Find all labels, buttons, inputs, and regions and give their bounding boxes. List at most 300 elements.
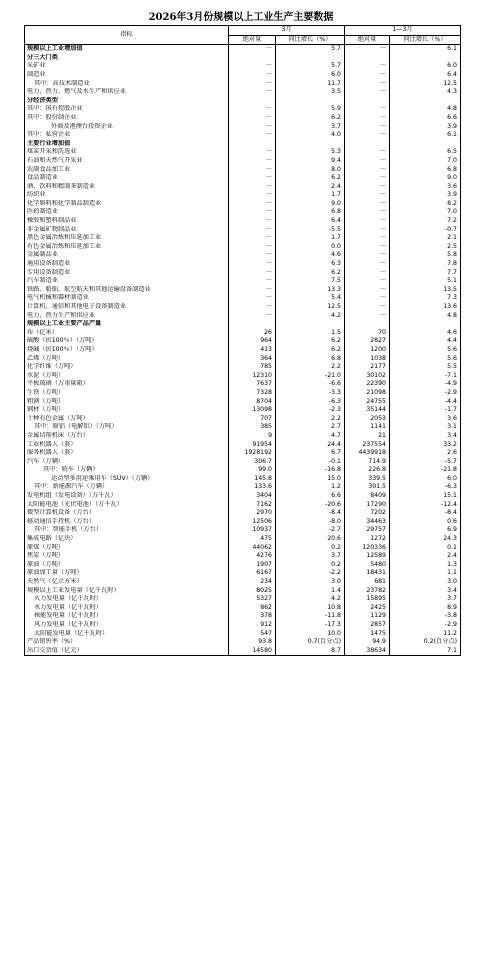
table-row xyxy=(25,552,461,561)
month-abs-cell: 10937 xyxy=(229,526,276,535)
row-indicator-cell: 焦炭（万吨） xyxy=(25,552,229,561)
month-abs-cell: 306.7 xyxy=(229,458,276,467)
month-abs-cell: 475 xyxy=(229,535,276,544)
quarter-yoy-cell: 5.6 xyxy=(390,346,461,355)
quarter-abs-cell: ··· xyxy=(345,269,390,278)
table-row xyxy=(25,501,461,510)
month-yoy-cell: 9.0 xyxy=(276,200,345,209)
month-abs-cell: 413 xyxy=(229,346,276,355)
month-abs-cell: ··· xyxy=(229,286,276,295)
quarter-yoy-cell: 0.2(百分点) xyxy=(390,638,461,647)
quarter-header: 1—3月 xyxy=(345,26,461,36)
month-abs-cell: 547 xyxy=(229,630,276,639)
quarter-abs-cell: 2053 xyxy=(345,415,390,424)
quarter-abs-cell: ··· xyxy=(345,191,390,200)
quarter-yoy-cell: 4.4 xyxy=(390,337,461,346)
month-abs-cell: ··· xyxy=(229,174,276,183)
quarter-abs-cell: 2827 xyxy=(345,337,390,346)
month-abs-cell xyxy=(229,97,276,106)
month-yoy-cell: 6.0 xyxy=(276,71,345,80)
row-indicator-cell: 汽车制造业 xyxy=(25,277,229,286)
quarter-abs-cell: ··· xyxy=(345,183,390,192)
month-abs-cell: 2970 xyxy=(229,509,276,518)
table-row xyxy=(25,88,461,97)
table-row xyxy=(25,561,461,570)
month-yoy-cell: 4.2 xyxy=(276,595,345,604)
month-abs-cell: ··· xyxy=(229,191,276,200)
month-yoy-cell: 6.6 xyxy=(276,492,345,501)
table-row xyxy=(25,432,461,441)
quarter-yoy-cell: 6.9 xyxy=(390,526,461,535)
quarter-abs-cell: 8409 xyxy=(345,492,390,501)
quarter-yoy-cell: 6.4 xyxy=(390,71,461,80)
table-row xyxy=(25,114,461,123)
quarter-yoy-cell: 7.2 xyxy=(390,217,461,226)
month-yoy-cell: -5.5 xyxy=(276,226,345,235)
quarter-yoy-cell: 33.2 xyxy=(390,441,461,450)
table-row xyxy=(25,621,461,630)
month-abs-cell: ··· xyxy=(229,260,276,269)
table-row xyxy=(25,234,461,243)
table-row xyxy=(25,406,461,415)
row-indicator-cell: 其中：新能源汽车（万辆） xyxy=(25,483,229,492)
quarter-yoy-cell: 1.3 xyxy=(390,561,461,570)
quarter-abs-cell: 22390 xyxy=(345,380,390,389)
month-yoy-cell: -2.3 xyxy=(276,406,345,415)
table-row xyxy=(25,475,461,484)
month-abs-cell xyxy=(229,54,276,63)
month-abs-cell: ··· xyxy=(229,62,276,71)
table-row xyxy=(25,389,461,398)
quarter-abs-cell: 5480 xyxy=(345,561,390,570)
row-indicator-cell: 分经济类型 xyxy=(25,97,229,106)
month-yoy-cell: 13.3 xyxy=(276,286,345,295)
quarter-abs-cell: ··· xyxy=(345,303,390,312)
quarter-abs-cell xyxy=(345,320,390,329)
row-indicator-cell: 黑色金属冶炼和压延加工业 xyxy=(25,234,229,243)
month-abs-cell: ··· xyxy=(229,217,276,226)
quarter-yoy-cell: 12.5 xyxy=(390,80,461,89)
quarter-abs-cell: 1038 xyxy=(345,355,390,364)
row-indicator-cell: 煤炭开采和洗选业 xyxy=(25,148,229,157)
table-body xyxy=(25,45,461,656)
table-row xyxy=(25,294,461,303)
month-yoy-cell: 0.2 xyxy=(276,561,345,570)
quarter-yoy-cell: 6.5 xyxy=(390,148,461,157)
table-row xyxy=(25,45,461,54)
quarter-abs-cell: 12589 xyxy=(345,552,390,561)
month-abs-cell: 13098 xyxy=(229,406,276,415)
quarter-yoy-cell: -8.4 xyxy=(390,509,461,518)
quarter-abs-cell: 34463 xyxy=(345,518,390,527)
month-abs-cell: 7162 xyxy=(229,501,276,510)
row-indicator-cell: 医药制造业 xyxy=(25,208,229,217)
row-indicator-cell: 其中：私营企业 xyxy=(25,131,229,140)
row-indicator-cell: 外商及港澳台投资企业 xyxy=(25,123,229,132)
month-abs-cell: 234 xyxy=(229,578,276,587)
month-abs-cell: ··· xyxy=(229,183,276,192)
month-yoy-cell xyxy=(276,140,345,149)
month-yoy-cell xyxy=(276,320,345,329)
quarter-yoy-cell: 3.9 xyxy=(390,123,461,132)
month-abs-header: 绝对量 xyxy=(229,35,276,45)
month-yoy-cell: 6.2 xyxy=(276,346,345,355)
month-abs-cell: 145.8 xyxy=(229,475,276,484)
month-abs-cell: 364 xyxy=(229,355,276,364)
month-abs-cell xyxy=(229,320,276,329)
month-abs-cell: 707 xyxy=(229,415,276,424)
table-row xyxy=(25,148,461,157)
month-abs-cell: ··· xyxy=(229,234,276,243)
month-yoy-cell: 1.5 xyxy=(276,329,345,338)
row-indicator-cell: 非金属矿物制品业 xyxy=(25,226,229,235)
quarter-abs-cell: 7202 xyxy=(345,509,390,518)
table-row xyxy=(25,647,461,656)
month-abs-cell: 9 xyxy=(229,432,276,441)
month-abs-cell: ··· xyxy=(229,157,276,166)
month-yoy-cell: 0.7(百分点) xyxy=(276,638,345,647)
month-abs-cell: 91954 xyxy=(229,441,276,450)
quarter-yoy-cell: -5.7 xyxy=(390,458,461,467)
quarter-yoy-cell: -2.9 xyxy=(390,389,461,398)
month-yoy-cell: -17.3 xyxy=(276,621,345,630)
table-row xyxy=(25,526,461,535)
table-row xyxy=(25,208,461,217)
month-abs-cell: ··· xyxy=(229,226,276,235)
quarter-abs-cell: ··· xyxy=(345,260,390,269)
quarter-yoy-cell: 6.0 xyxy=(390,62,461,71)
table-row xyxy=(25,518,461,527)
quarter-abs-cell: 94.9 xyxy=(345,638,390,647)
quarter-yoy-cell: 3.1 xyxy=(390,423,461,432)
row-indicator-cell: 运动型多用途乘用车（SUV）（万辆） xyxy=(25,475,229,484)
quarter-yoy-cell: 6.1 xyxy=(390,45,461,54)
month-abs-cell: 785 xyxy=(229,363,276,372)
row-indicator-cell: 乙烯（万吨） xyxy=(25,355,229,364)
row-indicator-cell: 微型计算机设备（万台） xyxy=(25,509,229,518)
row-indicator-cell: 化学原料和化学制品制造业 xyxy=(25,200,229,209)
indicator-header: 指标 xyxy=(25,26,229,45)
month-yoy-cell: 6.8 xyxy=(276,208,345,217)
row-indicator-cell: 水泥（万吨） xyxy=(25,372,229,381)
row-indicator-cell: 化学纤维（万吨） xyxy=(25,363,229,372)
month-abs-cell: ··· xyxy=(229,208,276,217)
month-abs-cell: 93.8 xyxy=(229,638,276,647)
row-indicator-cell: 电力、热力生产和供应业 xyxy=(25,312,229,321)
table-row xyxy=(25,337,461,346)
table-row xyxy=(25,140,461,149)
month-abs-cell: 133.6 xyxy=(229,483,276,492)
table-row xyxy=(25,123,461,132)
month-yoy-cell: 9.4 xyxy=(276,157,345,166)
table-row xyxy=(25,380,461,389)
quarter-abs-cell: 30102 xyxy=(345,372,390,381)
table-row xyxy=(25,166,461,175)
quarter-abs-cell: 2177 xyxy=(345,363,390,372)
month-yoy-cell: 4.2 xyxy=(276,312,345,321)
quarter-abs-cell: 2425 xyxy=(345,604,390,613)
quarter-yoy-cell: 1.1 xyxy=(390,569,461,578)
row-indicator-cell: 布（亿米） xyxy=(25,329,229,338)
quarter-abs-cell: 714.9 xyxy=(345,458,390,467)
table-row xyxy=(25,587,461,596)
quarter-yoy-cell: 24.3 xyxy=(390,535,461,544)
quarter-yoy-cell: 3.4 xyxy=(390,587,461,596)
table-row xyxy=(25,544,461,553)
month-header: 3月 xyxy=(229,26,345,36)
month-abs-cell: 7328 xyxy=(229,389,276,398)
month-yoy-cell: 0.2 xyxy=(276,544,345,553)
quarter-abs-cell xyxy=(345,54,390,63)
quarter-yoy-cell: -21.8 xyxy=(390,466,461,475)
quarter-abs-cell: ··· xyxy=(345,312,390,321)
quarter-abs-cell: 29757 xyxy=(345,526,390,535)
row-indicator-cell: 十种有色金属（万吨） xyxy=(25,415,229,424)
row-indicator-cell: 专用设备制造业 xyxy=(25,269,229,278)
quarter-yoy-cell xyxy=(390,140,461,149)
month-abs-cell: 12506 xyxy=(229,518,276,527)
month-yoy-cell: 5.7 xyxy=(276,45,345,54)
month-yoy-cell: -8.0 xyxy=(276,518,345,527)
month-abs-cell: 8704 xyxy=(229,398,276,407)
quarter-abs-cell: 1129 xyxy=(345,612,390,621)
quarter-abs-cell: ··· xyxy=(345,226,390,235)
table-row xyxy=(25,398,461,407)
month-yoy-cell: -6.6 xyxy=(276,380,345,389)
month-abs-cell: 1907 xyxy=(229,561,276,570)
table-row xyxy=(25,157,461,166)
month-abs-cell: 378 xyxy=(229,612,276,621)
quarter-abs-cell: ··· xyxy=(345,62,390,71)
table-row xyxy=(25,54,461,63)
row-indicator-cell: 其中：国有控股企业 xyxy=(25,105,229,114)
month-yoy-cell: 1.7 xyxy=(276,191,345,200)
table-row xyxy=(25,243,461,252)
quarter-yoy-cell: 4.3 xyxy=(390,88,461,97)
quarter-abs-cell: ··· xyxy=(345,208,390,217)
quarter-abs-cell: 339.5 xyxy=(345,475,390,484)
row-indicator-cell: 天然气（亿立方米） xyxy=(25,578,229,587)
row-indicator-cell: 汽车（万辆） xyxy=(25,458,229,467)
row-indicator-cell: 原油（万吨） xyxy=(25,561,229,570)
month-abs-cell: 99.0 xyxy=(229,466,276,475)
month-yoy-cell: -0.1 xyxy=(276,458,345,467)
month-yoy-cell: -3.3 xyxy=(276,389,345,398)
month-abs-cell: 912 xyxy=(229,621,276,630)
month-yoy-cell: 11.7 xyxy=(276,80,345,89)
month-yoy-cell: 5.9 xyxy=(276,105,345,114)
month-yoy-cell: 2.4 xyxy=(276,183,345,192)
quarter-abs-cell: ··· xyxy=(345,286,390,295)
row-indicator-cell: 出口交货值（亿元） xyxy=(25,647,229,656)
quarter-yoy-cell: 6.8 xyxy=(390,166,461,175)
month-yoy-cell: 1.2 xyxy=(276,483,345,492)
quarter-yoy-cell: -7.1 xyxy=(390,372,461,381)
quarter-abs-cell: ··· xyxy=(345,251,390,260)
row-indicator-cell: 制造业 xyxy=(25,71,229,80)
row-indicator-cell: 酒、饮料和精制茶制造业 xyxy=(25,183,229,192)
month-abs-cell: 14580 xyxy=(229,647,276,656)
quarter-yoy-cell: -4.4 xyxy=(390,398,461,407)
month-abs-cell: 12310 xyxy=(229,372,276,381)
row-indicator-cell: 通用设备制造业 xyxy=(25,260,229,269)
quarter-abs-cell: ··· xyxy=(345,294,390,303)
row-indicator-cell: 规模以上工业增加值 xyxy=(25,45,229,54)
month-yoy-cell: 6.7 xyxy=(276,449,345,458)
table-row xyxy=(25,277,461,286)
table-row xyxy=(25,415,461,424)
month-yoy-cell: 12.5 xyxy=(276,303,345,312)
table-row xyxy=(25,355,461,364)
quarter-abs-cell: 1141 xyxy=(345,423,390,432)
quarter-abs-cell: 120336 xyxy=(345,544,390,553)
quarter-yoy-cell: -2.9 xyxy=(390,621,461,630)
month-yoy-cell: 4.7 xyxy=(276,432,345,441)
table-row xyxy=(25,131,461,140)
month-yoy-cell: 3.7 xyxy=(276,123,345,132)
month-yoy-cell: 10.8 xyxy=(276,604,345,613)
quarter-yoy-cell: 0.1 xyxy=(390,544,461,553)
month-yoy-cell: -11.8 xyxy=(276,612,345,621)
row-indicator-cell: 规模以上工业发电量（亿千瓦时） xyxy=(25,587,229,596)
month-yoy-cell: 5.3 xyxy=(276,148,345,157)
row-indicator-cell: 电气机械和器材制造业 xyxy=(25,294,229,303)
month-abs-cell: ··· xyxy=(229,123,276,132)
quarter-yoy-cell: 3.0 xyxy=(390,578,461,587)
quarter-abs-cell: ··· xyxy=(345,88,390,97)
quarter-abs-cell: 2857 xyxy=(345,621,390,630)
table-row xyxy=(25,423,461,432)
month-yoy-cell: 6.3 xyxy=(276,260,345,269)
month-abs-cell: ··· xyxy=(229,71,276,80)
quarter-abs-cell: ··· xyxy=(345,71,390,80)
month-yoy-cell: 10.0 xyxy=(276,630,345,639)
month-yoy-cell xyxy=(276,97,345,106)
month-yoy-cell: 2.7 xyxy=(276,423,345,432)
month-abs-cell: 1928192 xyxy=(229,449,276,458)
month-abs-cell: ··· xyxy=(229,166,276,175)
quarter-yoy-cell: 5.1 xyxy=(390,277,461,286)
row-indicator-cell: 原油加工量（万吨） xyxy=(25,569,229,578)
quarter-abs-cell: 15895 xyxy=(345,595,390,604)
quarter-abs-cell: 4439918 xyxy=(345,449,390,458)
month-yoy-cell: 3.7 xyxy=(276,552,345,561)
industrial-production-table xyxy=(24,25,461,656)
row-indicator-cell: 其中：轿车（万辆） xyxy=(25,466,229,475)
month-abs-cell: ··· xyxy=(229,114,276,123)
quarter-yoy-cell: 7.3 xyxy=(390,294,461,303)
row-indicator-cell: 粗钢（万吨） xyxy=(25,398,229,407)
row-indicator-cell: 电力、热力、燃气及水生产和供应业 xyxy=(25,88,229,97)
table-row xyxy=(25,62,461,71)
quarter-yoy-cell: 5.6 xyxy=(390,355,461,364)
month-yoy-cell: -2.7 xyxy=(276,526,345,535)
quarter-abs-cell: 226.8 xyxy=(345,466,390,475)
quarter-yoy-cell: -3.8 xyxy=(390,612,461,621)
quarter-abs-cell: 38634 xyxy=(345,647,390,656)
row-indicator-cell: 其中：原铝（电解铝）（万吨） xyxy=(25,423,229,432)
row-indicator-cell: 金属切削机床（万台） xyxy=(25,432,229,441)
quarter-yoy-cell: 5.5 xyxy=(390,363,461,372)
quarter-abs-cell: ··· xyxy=(345,217,390,226)
table-row xyxy=(25,441,461,450)
month-yoy-cell: -21.0 xyxy=(276,372,345,381)
month-abs-cell: 385 xyxy=(229,423,276,432)
month-abs-cell: ··· xyxy=(229,294,276,303)
month-yoy-cell: 3.5 xyxy=(276,88,345,97)
table-row xyxy=(25,595,461,604)
quarter-yoy-cell: 3.4 xyxy=(390,432,461,441)
quarter-abs-cell: 18431 xyxy=(345,569,390,578)
month-abs-cell: ··· xyxy=(229,277,276,286)
row-indicator-cell: 分三大门类 xyxy=(25,54,229,63)
quarter-yoy-cell: 3.6 xyxy=(390,415,461,424)
month-abs-cell: ··· xyxy=(229,269,276,278)
row-indicator-cell: 平板玻璃（万重量箱） xyxy=(25,380,229,389)
quarter-abs-cell: ··· xyxy=(345,131,390,140)
quarter-yoy-cell: -0.7 xyxy=(390,226,461,235)
month-yoy-cell: 6.2 xyxy=(276,114,345,123)
table-row xyxy=(25,449,461,458)
month-abs-cell: 5327 xyxy=(229,595,276,604)
month-yoy-header: 同比增长（%） xyxy=(276,35,345,45)
row-indicator-cell: 食品制造业 xyxy=(25,174,229,183)
row-indicator-cell: 服务机器人（套） xyxy=(25,449,229,458)
month-abs-cell: ··· xyxy=(229,80,276,89)
quarter-yoy-cell: 4.6 xyxy=(390,329,461,338)
quarter-abs-cell: ··· xyxy=(345,105,390,114)
quarter-abs-cell: ··· xyxy=(345,277,390,286)
table-row xyxy=(25,226,461,235)
month-yoy-cell: 5.4 xyxy=(276,294,345,303)
month-yoy-cell: 6.2 xyxy=(276,337,345,346)
row-indicator-cell: 太阳能发电量（亿千瓦时） xyxy=(25,630,229,639)
row-indicator-cell: 采矿业 xyxy=(25,62,229,71)
quarter-abs-cell: 1200 xyxy=(345,346,390,355)
table-row xyxy=(25,458,461,467)
table-row xyxy=(25,251,461,260)
quarter-yoy-cell xyxy=(390,54,461,63)
quarter-abs-cell: 301.5 xyxy=(345,483,390,492)
row-indicator-cell: 农副食品加工业 xyxy=(25,166,229,175)
row-indicator-cell: 集成电路（亿块） xyxy=(25,535,229,544)
table-row xyxy=(25,638,461,647)
quarter-yoy-cell: 7.1 xyxy=(390,647,461,656)
row-indicator-cell: 硫酸（折100％）（万吨） xyxy=(25,337,229,346)
quarter-yoy-cell: 7.0 xyxy=(390,208,461,217)
quarter-abs-cell xyxy=(345,140,390,149)
quarter-yoy-cell: 6.6 xyxy=(390,114,461,123)
table-row xyxy=(25,612,461,621)
quarter-abs-cell: ··· xyxy=(345,114,390,123)
table-row xyxy=(25,578,461,587)
month-abs-cell: ··· xyxy=(229,148,276,157)
quarter-abs-cell: 24755 xyxy=(345,398,390,407)
table-row xyxy=(25,191,461,200)
row-indicator-cell: 发电机组（发电设备）（万千瓦） xyxy=(25,492,229,501)
table-row xyxy=(25,200,461,209)
month-abs-cell: ··· xyxy=(229,131,276,140)
quarter-yoy-cell: 11.2 xyxy=(390,630,461,639)
month-abs-cell: ··· xyxy=(229,105,276,114)
month-abs-cell: ··· xyxy=(229,88,276,97)
table-row xyxy=(25,466,461,475)
month-abs-cell: 862 xyxy=(229,604,276,613)
month-yoy-cell: 6.4 xyxy=(276,217,345,226)
quarter-abs-cell: ··· xyxy=(345,45,390,54)
month-yoy-cell: 6.2 xyxy=(276,269,345,278)
quarter-yoy-cell: 15.1 xyxy=(390,492,461,501)
